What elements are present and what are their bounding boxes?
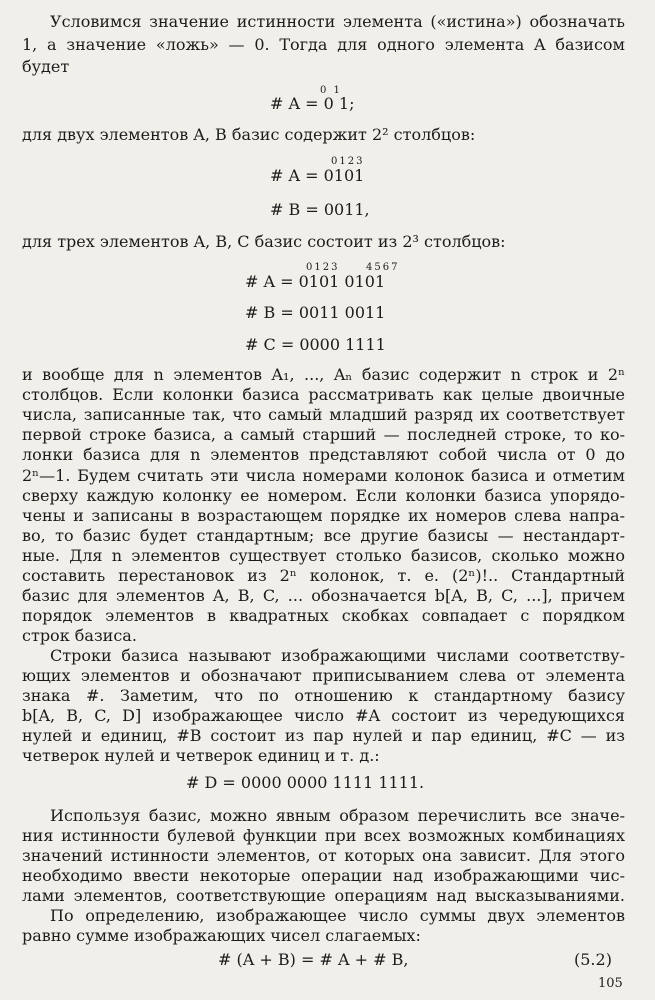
text-line: строк базиса. — [22, 626, 137, 645]
text-line: ния истинности булевой функции при всех возможных комбинациях — [22, 826, 625, 845]
text-line: во, то базис будет стандартным; все другие базисы — нестандарт- — [22, 526, 625, 545]
formula-row-b: # B = 0011, — [270, 200, 370, 219]
text-line: столбцов. Если колонки базиса рассматривать как целые двоичные — [22, 385, 625, 404]
text-line: числа, записанные так, что самый младший разряд их соответствует — [22, 405, 625, 424]
text-line: знака #. Заметим, что по отношению к стандартному базису — [22, 686, 625, 705]
text-line: По определению, изображающее число суммы двух элементов — [50, 906, 625, 925]
text-line: ющих элементов и обозначают приписыванием слева от элемента — [22, 666, 625, 685]
formula-basis-one-element: # A = 0 1; — [270, 94, 355, 113]
text-line: и вообще для n элементов A₁, ..., Aₙ базис содержит n строк и 2ⁿ — [22, 365, 625, 384]
equation-number: (5.2) — [574, 950, 612, 969]
text-line: лами элементов, соответствующие операциям над высказываниями. — [22, 886, 625, 905]
text-line: ные. Для n элементов существует столько базисов, сколько можно — [22, 546, 625, 565]
text-line: составить перестановок из 2ⁿ колонок, т. е. (2ⁿ)!.. Стандартный — [22, 566, 625, 585]
formula-row-b: # B = 0011 0011 — [245, 303, 386, 322]
formula-row-c: # C = 0000 1111 — [245, 335, 386, 354]
text-line: значений истинности элементов, от которых она зависит. Для этого — [22, 846, 625, 865]
text-line: для трех элементов A, B, C базис состоит из 2³ столбцов: — [22, 232, 506, 251]
column-index-row: 0123 — [306, 262, 340, 273]
text-line: Используя базис, можно явным образом перечислить все значе- — [50, 806, 625, 825]
text-line: сверху каждую колонку ее номером. Если колонки базиса упорядо- — [22, 486, 625, 505]
text-line: нулей и единиц, #B состоит из пар нулей и пар единиц, #C — из — [22, 726, 625, 745]
text-line: Строки базиса называют изображающими числами соответству- — [50, 646, 625, 665]
text-line: Условимся значение истинности элемента («истина») обозначать — [50, 12, 625, 31]
text-line: 2ⁿ—1. Будем считать эти числа номерами колонок базиса и отметим — [22, 466, 625, 485]
column-index-row: 4567 — [366, 262, 400, 273]
column-index-row: 0123 — [331, 156, 365, 167]
formula-row-a: # A = 0101 0101 — [245, 272, 386, 291]
text-line: чены и записаны в возрастающем порядке их номеров слева напра- — [22, 506, 625, 525]
text-line: четверок нулей и четверок единиц и т. д.: — [22, 746, 380, 765]
text-line: лонки базиса для n элементов представляют собой числа от 0 до — [22, 445, 625, 464]
text-line: первой строке базиса, а самый старший — последней строке, то ко- — [22, 425, 625, 444]
formula-row-d: # D = 0000 0000 1111 1111. — [186, 773, 425, 792]
text-line: будет — [22, 57, 70, 76]
text-line: для двух элементов A, B базис содержит 2² столбцов: — [22, 125, 476, 144]
text-line: 1, а значение «ложь» — 0. Тогда для одного элемента A базисом — [22, 35, 625, 54]
text-line: базис для элементов A, B, C, ... обозначается b[A, B, C, ...], причем — [22, 586, 625, 605]
text-line: равно сумме изображающих чисел слагаемых: — [22, 926, 421, 945]
text-line: необходимо ввести некоторые операции над изображающими чис- — [22, 866, 625, 885]
text-line: порядок элементов в квадратных скобках совпадает с порядком — [22, 606, 625, 625]
text-line: b[A, B, C, D] изображающее число #A состоит из чередующихся — [22, 706, 625, 725]
formula-sum-definition: # (A + B) = # A + # B, — [218, 950, 409, 969]
formula-row-a: # A = 0101 — [270, 166, 365, 185]
page-number: 105 — [598, 976, 623, 991]
column-index-row: 0 1 — [320, 85, 342, 96]
